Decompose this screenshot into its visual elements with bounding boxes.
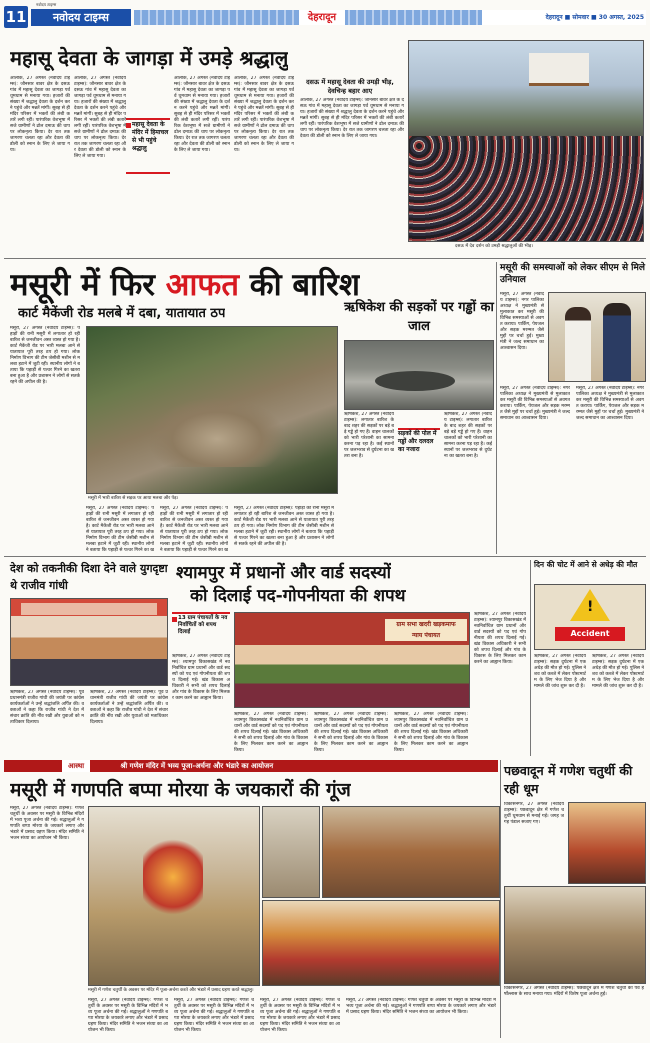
oath-body-col6: ऋषिकेश, 27 अगस्त (नवोदय टाइम्स): श्यामपुर विकासखंड में नवनिर्वाचित ग्राम प्रधानों और वार्ड सदस्यों को पद एवं गोपनीयता की शपथ दिलाई गई। खंड विकास अधिकारी ने सभी को शपथ दिलाई और गांव के विकास के लिए मिलकर काम करने का आह्वान किया।: [474, 612, 526, 665]
rajiv-photo: [10, 598, 168, 686]
vertical-divider-2: [530, 560, 531, 756]
pachhwa-body-col1: विकासनगर, 27 अगस्त (नवोदय टाइम्स): पछवादून क्षेत्र में गणेश चतुर्थी धूमधाम से मनाई गई। जगह जगह पंडाल सजाए गए।: [504, 802, 564, 825]
story1-body-col5: आलोक, 27 अगस्त (नवोदय टाइम्स): जौनसार बावर क्षेत्र के दसऊ गांव में महासू देवता का जागड़ा पर्व धूमधाम से मनाया गया। हजारों की संख्या में श्रद्धालु देवता के दर्शन करने पहुंचे और मन्नतें मांगीं। सुबह से ही मंदिर परिसर में भक्तों की लंबी कतारें लगी रहीं। पारंपरिक वेशभूषा में सजे ग्रामीणों ने ढोल दमाऊ की थाप पर लोकनृत्य किया। देर रात तक जागरण चलता रहा और देवता की डोली को स्नान के लिए ले जाया गया।: [300, 98, 404, 139]
paper-name: नवोदय टाइम्स: [53, 11, 109, 24]
rishikesh-photo: [344, 340, 494, 410]
side-box-marker: [172, 617, 177, 622]
oath-banner-text2: न्याय पंचायत: [411, 632, 441, 639]
rishikesh-headline: ऋषिकेश की सड़कों पर गड्ढों का जाल: [344, 300, 494, 334]
rishikesh-quote: सड़कों की पोल में गड्ढों और दलदल का नजारा: [398, 428, 440, 454]
aastha-strip-text: श्री गणेश मंदिर में भव्य पूजा-अर्चना और भंडारे का आयोजन: [120, 762, 274, 770]
lead-body-col2: मसूरी, 27 अगस्त (नवोदय टाइम्स): पहाड़ों की रानी मसूरी में लगातार हो रही बारिश से जनजीवन अस्त व्यस्त हो गया है। कार्ट मैकेंजी रोड पर भारी मलबा आने से यातायात पूरी तरह ठप हो गया। लोक निर्माण विभाग की टीम जेसीबी मशीन से मलबा हटाने में जुटी रही। स्थानीय लोगों ने बताया कि पहाड़ी से पत्थर गिरने का ख: [86, 506, 154, 552]
accident-headline: दिन की चोट में आने से अधेड़ की मौत: [534, 560, 638, 569]
problems-body-col2: मसूरी, 27 अगस्त (नवोदय टाइम्स): नगर पालिका अध्यक्ष ने मुख्यमंत्री से मुलाकात कर मसूरी की विभिन्न समस्याओं से अवगत कराया। पार्किंग, पेयजल और सड़क मरम्मत जैसे मुद्दों पर चर्चा हुई। मुख्यमंत्री ने जल्द समाधान का आश्वासन दिया।: [500, 386, 570, 421]
vertical-divider: [496, 262, 497, 554]
divider-1: [4, 258, 646, 259]
masthead-bar: [4, 4, 646, 30]
oath-body-col4: ऋषिकेश, 27 अगस्त (नवोदय टाइम्स): श्यामपुर विकासखंड में नवनिर्वाचित ग्राम प्रधानों और वार्ड सदस्यों को पद एवं गोपनीयता की शपथ दिलाई गई। खंड विकास अधिकारी ने सभी को शपथ दिलाई और गांव के विकास के लिए मिलकर काम करने का आह्वान किया।: [314, 712, 388, 753]
edition-small: नवोदय टाइम्स: [36, 2, 57, 7]
paper-name-box: [31, 9, 131, 26]
oath-headline-1: श्यामपुर में प्रधानों और वार्ड सदस्यों: [176, 563, 392, 583]
accident-photo: [534, 584, 646, 650]
story1-caption: दसऊ में देव दर्शन को उमड़ी श्रद्धालुओं की भीड़।: [455, 244, 533, 249]
aastha-body-col5: मसूरी, 27 अगस्त (नवोदय टाइम्स): गणेश चतुर्थी के अवसर पर मसूरी के विभिन्न मंदिरों में भव्य पूजा अर्चना की गई। श्रद्धालुओं ने गणपति बप्पा मोरया के जयकारे लगाए और भंडारे में प्रसाद ग्रहण किया। मंदिर समिति ने भजन संध्या का आयोजन भी किया।: [346, 998, 496, 1015]
accident-body-col2: ऋषिकेश, 27 अगस्त (नवोदय टाइम्स): सड़क दुर्घटना में एक अधेड़ की मौत हो गई। पुलिस ने शव को कब्जे में लेकर पोस्टमार्टम के लिए भेज दिया है और मामले की जांच शुरू कर दी है।: [592, 654, 644, 689]
oath-photo: [234, 612, 470, 708]
problems-body-col1: मसूरी, 27 अगस्त (नवोदय टाइम्स): नगर पालिका अध्यक्ष ने मुख्यमंत्री से मुलाकात कर मसूरी की विभिन्न समस्याओं से अवगत कराया। पार्किंग, पेयजल और सड़क मरम्मत जैसे मुद्दों पर चर्चा हुई। मुख्यमंत्री ने जल्द समाधान का आश्वासन दिया।: [500, 292, 544, 351]
aastha-photo-1: [88, 806, 260, 986]
warning-exclamation: !: [587, 599, 594, 615]
lead-banner-prefix: मसूरी में फिर: [10, 267, 166, 303]
aastha-photo-4: [262, 900, 500, 986]
story1-photo: [408, 40, 644, 242]
oath-body-col5: ऋषिकेश, 27 अगस्त (नवोदय टाइम्स): श्यामपुर विकासखंड में नवनिर्वाचित ग्राम प्रधानों और वार्ड सदस्यों को पद एवं गोपनीयता की शपथ दिलाई गई। खंड विकास अधिकारी ने सभी को शपथ दिलाई और गांव के विकास के लिए मिलकर काम करने का आह्वान किया।: [394, 712, 468, 753]
oath-body-col3: ऋषिकेश, 27 अगस्त (नवोदय टाइम्स): श्यामपुर विकासखंड में नवनिर्वाचित ग्राम प्रधानों और वार्ड सदस्यों को पद एवं गोपनीयता की शपथ दिलाई गई। खंड विकास अधिकारी ने सभी को शपथ दिलाई और गांव के विकास के लिए मिलकर काम करने का आह्वान किया।: [234, 712, 308, 753]
problems-headline: मसूरी की समस्याओं को लेकर सीएम से मिले उनियाल: [500, 263, 645, 285]
story1-headline: महासू देवता के जागड़ा में उमड़े श्रद्धालु: [10, 46, 289, 70]
pachhwa-photo-1: [568, 802, 646, 884]
lead-subhead: कार्ट मैकेंजी रोड मलबे में दबा, यातायात ठप: [18, 306, 226, 321]
city-label: देहरादून: [299, 10, 345, 25]
vertical-divider-3: [500, 760, 501, 1038]
problems-body-col3: मसूरी, 27 अगस्त (नवोदय टाइम्स): नगर पालिका अध्यक्ष ने मुख्यमंत्री से मुलाकात कर मसूरी की विभिन्न समस्याओं से अवगत कराया। पार्किंग, पेयजल और सड़क मरम्मत जैसे मुद्दों पर चर्चा हुई। मुख्यमंत्री ने जल्द समाधान का आश्वासन दिया।: [576, 386, 644, 421]
story1-body-col2: आलोक, 27 अगस्त (नवोदय टाइम्स): जौनसार बावर क्षेत्र के दसऊ गांव में महासू देवता का जागड़ा पर्व धूमधाम से मनाया गया। हजारों की संख्या में श्रद्धालु देवता के दर्शन करने पहुंचे और मन्नतें मांगीं। सुबह से ही मंदिर परिसर में भक्तों की लंबी कतारें लगी रहीं। पारंपरिक वेशभूषा में सजे ग्रामीणों ने ढोल दमाऊ की थाप पर लोकनृत्य किया। देर रात तक जागरण चलता रहा और देवता की डोली को स्नान के लिए ले जाया गया।: [74, 76, 126, 159]
story1-body-col1: आलोक, 27 अगस्त (नवोदय टाइम्स): जौनसार बावर क्षेत्र के दसऊ गांव में महासू देवता का जागड़ा पर्व धूमधाम से मनाया गया। हजारों की संख्या में श्रद्धालु देवता के दर्शन करने पहुंचे और मन्नतें मांगीं। सुबह से ही मंदिर परिसर में भक्तों की लंबी कतारें लगी रहीं। पारंपरिक वेशभूषा में सजे ग्रामीणों ने ढोल दमाऊ की थाप पर लोकनृत्य किया। देर रात तक जागरण चलता रहा और देवता की डोली को स्नान के लिए ले जाया गया।: [10, 76, 70, 153]
story1-quote: महासू देवता के मंदिर में हिमाचल से भी पहुंचे श्रद्धालु: [132, 121, 169, 152]
oath-banner-text: ग्राम सभा खदरी खड़कमाफ: [396, 621, 456, 628]
accident-body-col1: ऋषिकेश, 27 अगस्त (नवोदय टाइम्स): सड़क दुर्घटना में एक अधेड़ की मौत हो गई। पुलिस ने शव को कब्जे में लेकर पोस्टमार्टम के लिए भेज दिया है और मामले की जांच शुरू कर दी है।: [534, 654, 586, 689]
lead-caption: मसूरी में भारी बारिश से सड़क पर आया मलबा और पेड़।: [88, 496, 179, 501]
banner-cloth: [21, 603, 157, 615]
lead-photo: [86, 326, 338, 494]
rajiv-body-col1: ऋषिकेश, 27 अगस्त (नवोदय टाइम्स): पूर्व प्रधानमंत्री राजीव गांधी की जयंती पर कांग्रेस कार्यकर्ताओं ने उन्हें श्रद्धांजलि अर्पित की। वक्ताओं ने कहा कि राजीव गांधी ने देश में संचार क्रांति की नींव रखी और युवाओं को मताधिकार दिलाया।: [10, 690, 84, 725]
idol-shrine: [143, 837, 203, 917]
aastha-strip: [4, 760, 498, 772]
aastha-photo-3: [322, 806, 500, 898]
rajiv-headline: देश को तकनीकी दिशा देने वाले युगदृष्टा थे राजीव गांधी: [10, 562, 168, 592]
temple-roof: [529, 53, 589, 86]
story1-quote-box: [126, 118, 170, 174]
accident-sign: Accident: [555, 627, 625, 641]
crowd: [409, 136, 643, 241]
aastha-body-col1: मसूरी, 27 अगस्त (नवोदय टाइम्स): गणेश चतुर्थी के अवसर पर मसूरी के विभिन्न मंदिरों में भव्य पूजा अर्चना की गई। श्रद्धालुओं ने गणपति बप्पा मोरया के जयकारे लगाए और भंडारे में प्रसाद ग्रहण किया। मंदिर समिति ने भजन संध्या का आयोजन भी किया।: [10, 806, 84, 841]
rishikesh-body-col1: ऋषिकेश, 27 अगस्त (नवोदय टाइम्स): लगातार बारिश के बाद शहर की सड़कों पर बड़े बड़े गड्ढे हो गए हैं। वाहन चालकों को भारी परेशानी का सामना करना पड़ रहा है। कई स्थानों पर जलभराव से दुर्घटना का खतरा बना है।: [344, 412, 394, 459]
rajiv-body-col2: ऋषिकेश, 27 अगस्त (नवोदय टाइम्स): पूर्व प्रधानमंत्री राजीव गांधी की जयंती पर कांग्रेस कार्यकर्ताओं ने उन्हें श्रद्धांजलि अर्पित की। वक्ताओं ने कहा कि राजीव गांधी ने देश में संचार क्रांति की नींव रखी और युवाओं को मताधिकार दिलाया।: [90, 690, 168, 725]
quote-marker: [126, 123, 131, 128]
aastha-headline: मसूरी में गणपति बप्पा मोरया के जयकारों की गूंज: [10, 779, 351, 801]
oath-banner: [385, 619, 467, 641]
lead-body-col3: मसूरी, 27 अगस्त (नवोदय टाइम्स): पहाड़ों की रानी मसूरी में लगातार हो रही बारिश से जनजीवन अस्त व्यस्त हो गया है। कार्ट मैकेंजी रोड पर भारी मलबा आने से यातायात पूरी तरह ठप हो गया। लोक निर्माण विभाग की टीम जेसीबी मशीन से मलबा हटाने में जुटी रही। स्थानीय लोगों ने बताया कि पहाड़ी से पत्थर गिरने का ख: [160, 506, 228, 552]
pachhwa-headline: पछवादून में गणेश चतुर्थी की रही धूम: [504, 763, 633, 796]
oath-side-box: [172, 612, 230, 652]
oath-headline-2: को दिलाई पद-गोपनीयता की शपथ: [190, 586, 406, 606]
aastha-caption: मसूरी में गणेश चतुर्थी के अवसर पर मंदिर में पूजा-अर्चना करते और भंडारे में प्रसाद ग्रहण करते श्रद्धालु।: [88, 988, 254, 993]
problems-photo: [548, 292, 646, 382]
date-line: देहरादून ■ सोमवार ■ 30 अगस्त, 2025: [482, 10, 646, 25]
aastha-photo-2: [262, 806, 320, 898]
lead-body-col1: मसूरी, 27 अगस्त (नवोदय टाइम्स): पहाड़ों की रानी मसूरी में लगातार हो रही बारिश से जनजीवन अस्त व्यस्त हो गया है। कार्ट मैकेंजी रोड पर भारी मलबा आने से यातायात पूरी तरह ठप हो गया। लोक निर्माण विभाग की टीम जेसीबी मशीन से मलबा हटाने में जुटी रही। स्थानीय लोगों ने बताया कि पहाड़ी से पत्थर गिरने का खतरा बना हुआ है और प्रशासन ने लोगों से सतर्क रहने की अपील की है।: [10, 326, 80, 385]
aastha-body-col3: मसूरी, 27 अगस्त (नवोदय टाइम्स): गणेश चतुर्थी के अवसर पर मसूरी के विभिन्न मंदिरों में भव्य पूजा अर्चना की गई। श्रद्धालुओं ने गणपति बप्पा मोरया के जयकारे लगाए और भंडारे में प्रसाद ग्रहण किया। मंदिर समिति ने भजन संध्या का आयोजन भी किया।: [174, 998, 254, 1033]
divider-2: [4, 556, 646, 557]
lead-body-col4: मसूरी, 27 अगस्त (नवोदय टाइम्स): पहाड़ों की रानी मसूरी में लगातार हो रही बारिश से जनजीवन अस्त व्यस्त हो गया है। कार्ट मैकेंजी रोड पर भारी मलबा आने से यातायात पूरी तरह ठप हो गया। लोक निर्माण विभाग की टीम जेसीबी मशीन से मलबा हटाने में जुटी रही। स्थानीय लोगों ने बताया कि पहाड़ी से पत्थर गिरने का खतरा बना हुआ है और प्रशासन ने लोगों से सतर्क रहने की अपील की है।: [234, 506, 334, 547]
page-number-badge: [4, 6, 28, 28]
lead-banner-suffix: की बारिश: [239, 267, 360, 303]
story1-body-col3: आलोक, 27 अगस्त (नवोदय टाइम्स): जौनसार बावर क्षेत्र के दसऊ गांव में महासू देवता का जागड़ा पर्व धूमधाम से मनाया गया। हजारों की संख्या में श्रद्धालु देवता के दर्शन करने पहुंचे और मन्नतें मांगीं। सुबह से ही मंदिर परिसर में भक्तों की लंबी कतारें लगी रहीं। पारंपरिक वेशभूषा में सजे ग्रामीणों ने ढोल दमाऊ की थाप पर लोकनृत्य किया। देर रात तक जागरण चलता रहा और देवता की डोली को स्नान के लिए ले जाया गया।: [174, 76, 230, 153]
aastha-body-col2: मसूरी, 27 अगस्त (नवोदय टाइम्स): गणेश चतुर्थी के अवसर पर मसूरी के विभिन्न मंदिरों में भव्य पूजा अर्चना की गई। श्रद्धालुओं ने गणपति बप्पा मोरया के जयकारे लगाए और भंडारे में प्रसाद ग्रहण किया। मंदिर समिति ने भजन संध्या का आयोजन भी किया।: [88, 998, 168, 1033]
rishikesh-body-col2: ऋषिकेश, 27 अगस्त (नवोदय टाइम्स): लगातार बारिश के बाद शहर की सड़कों पर बड़े बड़े गड्ढे हो गए हैं। वाहन चालकों को भारी परेशानी का सामना करना पड़ रहा है। कई स्थानों पर जलभराव से दुर्घटना का खतरा बना है।: [444, 412, 492, 459]
debris-mound: [147, 397, 287, 467]
aastha-label: आस्था: [62, 760, 90, 772]
story1-subhead: दसऊ में महासू देवता की उमड़ी भीड़, देवचिन्ह बहार आए: [306, 78, 394, 95]
page-number: 11: [5, 8, 27, 26]
pothole: [375, 371, 455, 391]
pachhwa-caption: विकासनगर, 27 अगस्त (नवोदय टाइम्स): पछवादून क्षेत्र में गणेश चतुर्थी का पर्व हर्षोल्लास के साथ मनाया गया। मंदिरों में विशेष पूजा अर्चना हुई।: [504, 986, 644, 997]
person-right: [603, 303, 631, 381]
oath-body-col1: ऋषिकेश, 27 अगस्त (नवोदय टाइम्स): श्यामपुर विकासखंड में नवनिर्वाचित ग्राम प्रधानों और वार्ड सदस्यों को पद एवं गोपनीयता की शपथ दिलाई गई। खंड विकास अधिकारी ने सभी को शपथ दिलाई और गांव के विकास के लिए मिलकर काम करने का आह्वान किया।: [172, 654, 230, 701]
pachhwa-photo-2: [504, 886, 646, 984]
aastha-body-col4: मसूरी, 27 अगस्त (नवोदय टाइम्स): गणेश चतुर्थी के अवसर पर मसूरी के विभिन्न मंदिरों में भव्य पूजा अर्चना की गई। श्रद्धालुओं ने गणपति बप्पा मोरया के जयकारे लगाए और भंडारे में प्रसाद ग्रहण किया। मंदिर समिति ने भजन संध्या का आयोजन भी किया।: [260, 998, 340, 1033]
oath-side-box-text: 13 ग्राम पंचायतों के नव निर्वाचितों को शपथ दिलाई: [178, 615, 228, 635]
person-left: [565, 307, 591, 381]
lead-banner: [10, 263, 360, 305]
story1-body-col4: आलोक, 27 अगस्त (नवोदय टाइम्स): जौनसार बावर क्षेत्र के दसऊ गांव में महासू देवता का जागड़ा पर्व धूमधाम से मनाया गया। हजारों की संख्या में श्रद्धालु देवता के दर्शन करने पहुंचे और मन्नतें मांगीं। सुबह से ही मंदिर परिसर में भक्तों की लंबी कतारें लगी रहीं। पारंपरिक वेशभूषा में सजे ग्रामीणों ने ढोल दमाऊ की थाप पर लोकनृत्य किया। देर रात तक जागरण चलता रहा और देवता की डोली को स्नान के लिए ले जाया गया।: [234, 76, 294, 153]
lead-banner-highlight: आफत: [165, 267, 239, 303]
